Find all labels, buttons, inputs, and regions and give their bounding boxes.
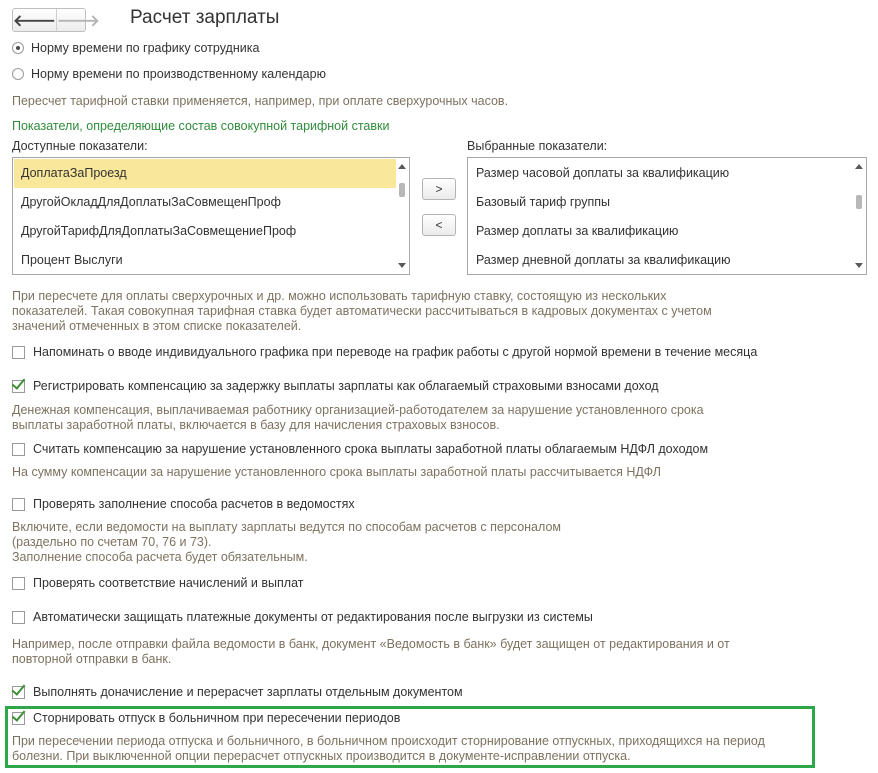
list-item[interactable]: ДругойОкладДляДоплатыЗаСовмещенПроф	[21, 195, 281, 209]
protect-documents-hint	[12, 637, 730, 667]
scroll-up-icon[interactable]	[398, 164, 406, 169]
list-item[interactable]: ДругойТарифДляДоплатыЗаСовмещениеПроф	[21, 224, 297, 238]
check-method-hint	[12, 520, 561, 565]
hint-line: болезни. При выключенной опции перерасчет отпускных производится в документе-исправлении отпуска.	[12, 749, 631, 763]
list-item[interactable]: Базовый тариф группы	[476, 195, 611, 209]
hint-line: Заполнение способа расчета будет обязательным.	[12, 550, 308, 564]
norm-hint: Пересчет тарифной ставки применяется, например, при оплате сверхурочных часов.	[12, 94, 509, 108]
checkbox-label: Считать компенсацию за нарушение установленного срока выплаты заработной платы облагаемым НДФЛ доходом	[33, 442, 709, 456]
checkbox-unchecked-icon[interactable]	[12, 346, 25, 359]
hint-line: Денежная компенсация, выплачиваемая работнику организацией-работодателем за нарушение установленного срока	[12, 403, 704, 417]
arrow-left-icon[interactable]: 🡐	[13, 9, 57, 31]
check-method-checkbox-row[interactable]	[12, 497, 355, 511]
available-indicators-label: Доступные показатели:	[12, 139, 148, 153]
checkbox-label: Автоматически защищать платежные документы от редактирования после выгрузки из системы	[33, 610, 593, 624]
checkbox-checked-icon[interactable]	[12, 380, 25, 393]
list-item[interactable]: Процент Выслуги	[21, 253, 123, 267]
scroll-up-icon[interactable]	[855, 164, 863, 169]
separate-document-checkbox-row[interactable]	[12, 685, 463, 699]
scroll-down-icon[interactable]	[398, 263, 406, 268]
register-compensation-checkbox-row[interactable]	[12, 379, 659, 393]
radio-unselected-icon[interactable]	[12, 68, 24, 80]
ndfl-compensation-checkbox-row[interactable]	[12, 442, 708, 456]
checkbox-unchecked-icon[interactable]	[12, 611, 25, 624]
checkbox-checked-icon[interactable]	[12, 686, 25, 699]
hint-line: Включите, если ведомости на выплату зарплаты ведутся по способам расчетов с персоналом	[12, 520, 561, 534]
radio-label: Норму времени по производственному календарю	[31, 67, 326, 81]
list-item[interactable]: Размер дневной доплаты за квалификацию	[476, 253, 731, 267]
hint-line: повторной отправки в банк.	[12, 652, 172, 666]
available-list-scrollbar[interactable]	[396, 159, 408, 273]
indicators-section-title: Показатели, определяющие состав совокупной тарифной ставки	[12, 119, 390, 133]
radio-label: Норму времени по графику сотрудника	[31, 41, 260, 55]
checkbox-label: Выполнять доначисление и перерасчет зарплаты отдельным документом	[33, 685, 463, 699]
checkbox-label: Сторнировать отпуск в больничном при пересечении периодов	[33, 711, 401, 725]
available-indicators-list[interactable]	[12, 157, 410, 275]
check-match-checkbox-row[interactable]	[12, 576, 303, 590]
indicators-hint	[12, 289, 862, 334]
list-item[interactable]: Размер часовой доплаты за квалификацию	[476, 166, 730, 180]
checkbox-checked-icon[interactable]	[12, 712, 25, 725]
hint-line: Например, после отправки файла ведомости в банк, документ «Ведомость в банк» будет защищен от редактирования и от	[12, 637, 730, 651]
scroll-thumb[interactable]	[399, 183, 405, 197]
scroll-thumb[interactable]	[856, 195, 862, 209]
hint-line: показателей. Такая совокупная тарифная ставка будет автоматически рассчитываться в кадровых документах с учетом	[12, 304, 712, 318]
selected-list-scrollbar[interactable]	[853, 159, 865, 273]
list-item[interactable]: Размер доплаты за квалификацию	[476, 224, 679, 238]
storno-vacation-hint	[12, 734, 765, 764]
checkbox-unchecked-icon[interactable]	[12, 498, 25, 511]
checkbox-label: Проверять соответствие начислений и выплат	[33, 576, 304, 590]
radio-norm-by-schedule[interactable]	[12, 41, 259, 55]
checkbox-label: Напоминать о вводе индивидуального графика при переводе на график работы с другой нормой времени в течение месяца	[33, 345, 758, 359]
page-title: Расчет зарплаты	[130, 7, 280, 28]
hint-line: выплаты заработной платы, включается в базу для начисления страховых взносов.	[12, 418, 500, 432]
radio-selected-icon[interactable]	[12, 42, 24, 54]
navigation-buttons	[12, 8, 100, 32]
list-item[interactable]: ДоплатаЗаПроезд	[14, 159, 396, 188]
scroll-down-icon[interactable]	[855, 263, 863, 268]
hint-line: значений отмеченных в этом списке показателей.	[12, 319, 302, 333]
ndfl-compensation-hint: На сумму компенсации за нарушение установленного срока выплаты заработной платы рассчитывается НДФЛ	[12, 465, 661, 479]
selected-indicators-label: Выбранные показатели:	[467, 139, 608, 153]
hint-line: При пересчете для оплаты сверхурочных и др. можно использовать тарифную ставку, состоящую из нескольких	[12, 289, 667, 303]
add-indicator-button[interactable]: >	[422, 178, 456, 200]
protect-documents-checkbox-row[interactable]	[12, 610, 593, 624]
hint-line: При пересечении периода отпуска и больничного, в больничном происходит сторнирование отпускных, приходящихся на период	[12, 734, 765, 748]
storno-vacation-checkbox-row[interactable]	[12, 711, 400, 725]
selected-indicators-list[interactable]	[467, 157, 867, 275]
checkbox-unchecked-icon[interactable]	[12, 577, 25, 590]
arrow-right-icon[interactable]: 🡒	[56, 12, 100, 30]
remove-indicator-button[interactable]: <	[422, 214, 456, 236]
remind-schedule-checkbox-row[interactable]	[12, 345, 757, 359]
radio-norm-by-calendar[interactable]	[12, 67, 326, 81]
register-compensation-hint	[12, 403, 704, 433]
checkbox-label: Регистрировать компенсацию за задержку выплаты зарплаты как облагаемый страховыми взносами доход	[33, 379, 659, 393]
hint-line: (раздельно по счетам 70, 76 и 73).	[12, 535, 212, 549]
checkbox-label: Проверять заполнение способа расчетов в ведомостях	[33, 497, 355, 511]
checkbox-unchecked-icon[interactable]	[12, 443, 25, 456]
